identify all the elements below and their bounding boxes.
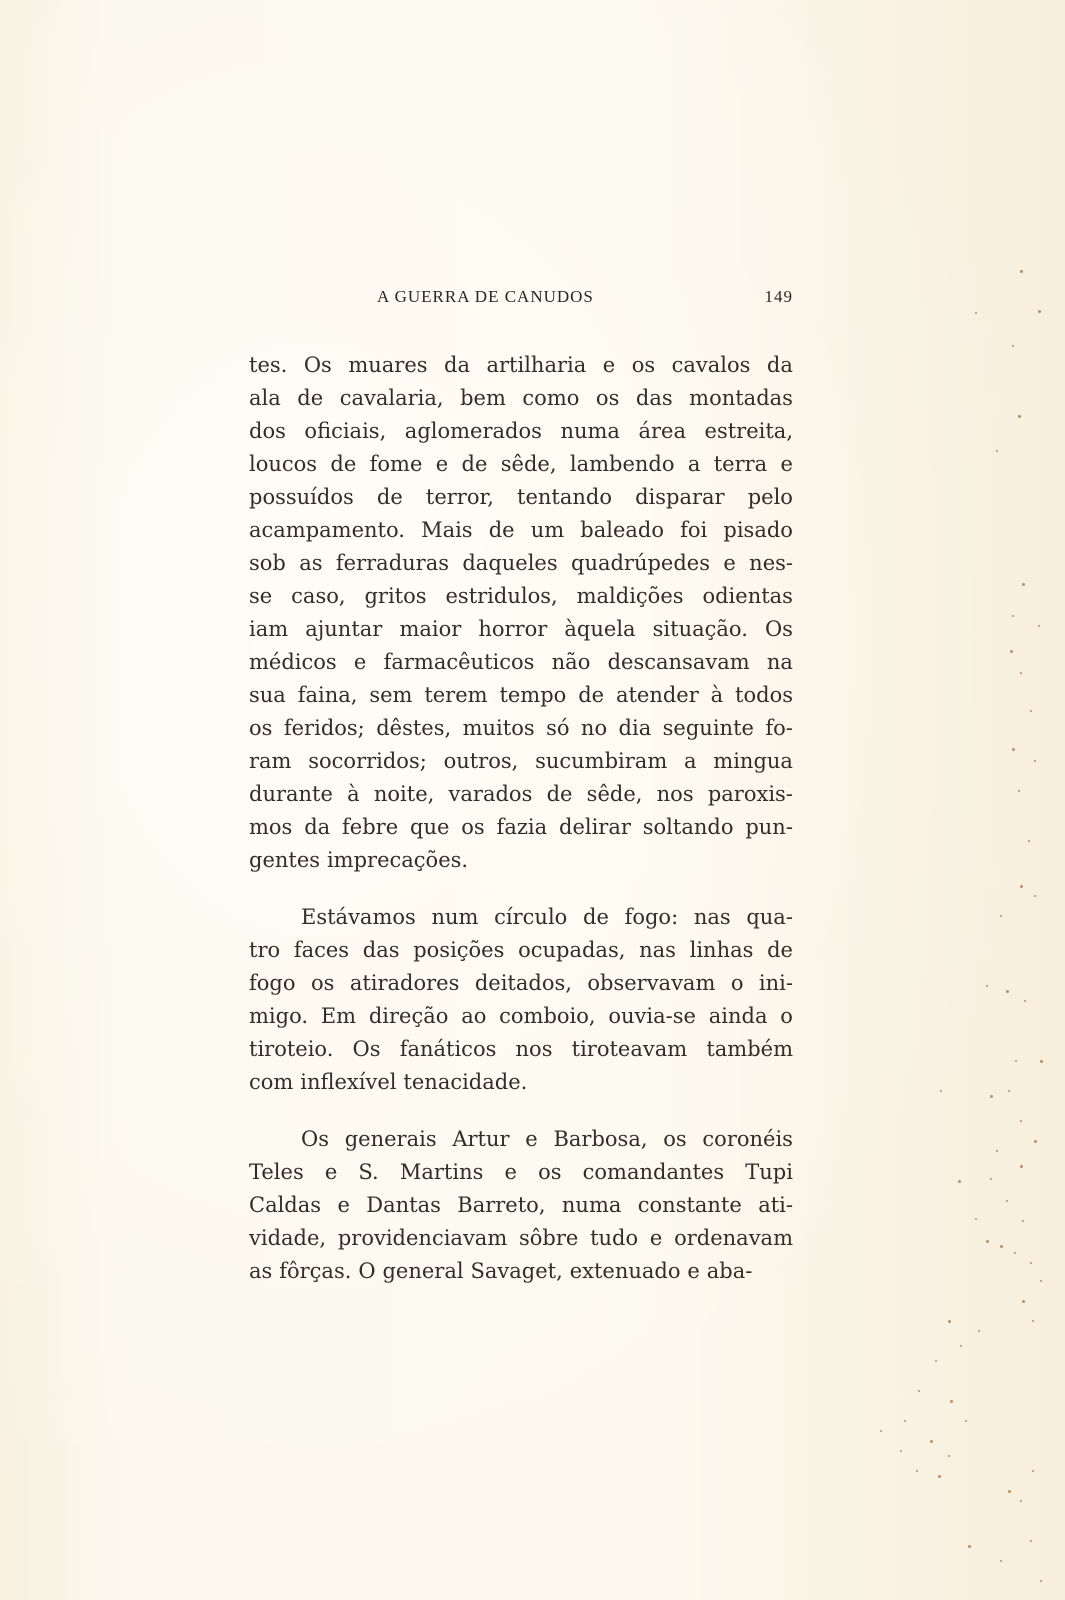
page-number: 149: [764, 287, 793, 306]
foxing-speck: [958, 1180, 961, 1183]
text-line: Caldas e Dantas Barreto, numa constante ati-: [249, 1193, 793, 1217]
text-line: médicos e farmacêuticos não descansavam na: [249, 650, 793, 674]
foxing-speck: [1038, 310, 1041, 313]
foxing-speck: [968, 1545, 971, 1548]
text-line: sob as ferraduras daqueles quadrúpedes e nes-: [249, 551, 793, 575]
foxing-speck: [1038, 625, 1040, 627]
foxing-speck: [1000, 1245, 1003, 1248]
paragraph: [249, 901, 793, 1099]
foxing-speck: [1014, 1252, 1016, 1254]
foxing-speck: [1040, 1280, 1042, 1282]
foxing-speck: [1020, 1165, 1023, 1168]
foxing-speck: [918, 1390, 920, 1392]
foxing-speck: [1022, 583, 1025, 586]
foxing-speck: [1015, 1060, 1017, 1062]
foxing-speck: [996, 450, 998, 452]
text-line: as fôrças. O general Savaget, extenuado e aba-: [249, 1259, 753, 1283]
text-line: tiroteio. Os fanáticos nos tiroteavam também: [249, 1037, 793, 1061]
text-line: migo. Em direção ao comboio, ouvia-se ainda o: [249, 1004, 793, 1028]
foxing-speck: [1000, 915, 1002, 917]
foxing-speck: [1020, 885, 1023, 888]
text-line: possuídos de terror, tentando disparar pelo: [249, 485, 793, 509]
text-line: iam ajuntar maior horror àquela situação. Os: [249, 617, 793, 641]
paragraph-gap: [249, 1099, 793, 1123]
foxing-speck: [916, 1470, 918, 1472]
foxing-speck: [1040, 1060, 1043, 1063]
text-line: ala de cavalaria, bem como os das montadas: [249, 386, 793, 410]
foxing-speck: [948, 1455, 950, 1457]
foxing-speck: [1028, 840, 1030, 842]
text-line: Teles e S. Martins e os comandantes Tupi: [249, 1160, 793, 1184]
foxing-speck: [1012, 345, 1014, 347]
foxing-speck: [904, 1420, 906, 1422]
foxing-speck: [1020, 1500, 1022, 1502]
foxing-speck: [965, 1420, 967, 1422]
running-title: A GUERRA DE CANUDOS: [377, 287, 594, 306]
foxing-speck: [948, 1320, 951, 1323]
foxing-speck: [960, 1345, 962, 1347]
text-line: se caso, gritos estridulos, maldições odientas: [249, 584, 793, 608]
foxing-speck: [1008, 1090, 1010, 1092]
foxing-speck: [986, 985, 988, 987]
foxing-speck: [1020, 1120, 1022, 1122]
foxing-speck: [1008, 1490, 1011, 1493]
foxing-speck: [1034, 760, 1036, 762]
foxing-speck: [1034, 1140, 1037, 1143]
foxing-speck: [1030, 710, 1032, 712]
foxing-speck: [1006, 1200, 1008, 1202]
text-line: fogo os atiradores deitados, observavam o ini-: [249, 971, 793, 995]
foxing-speck: [1032, 1470, 1034, 1472]
text-line: mos da febre que os fazia delirar soltando pun-: [249, 815, 793, 839]
foxing-speck: [940, 1090, 942, 1092]
foxing-speck: [1022, 1300, 1025, 1303]
paragraph: [249, 349, 793, 877]
foxing-speck: [1012, 615, 1014, 617]
text-line: durante à noite, varados de sêde, nos paroxis-: [249, 782, 793, 806]
foxing-speck: [996, 1150, 998, 1152]
text-line: com inflexível tenacidade.: [249, 1070, 528, 1094]
foxing-speck: [975, 1218, 977, 1220]
foxing-speck: [930, 1440, 933, 1443]
foxing-speck: [1012, 748, 1015, 751]
paragraph-gap: [249, 877, 793, 901]
foxing-speck: [938, 1475, 941, 1478]
foxing-speck: [1018, 415, 1021, 418]
text-line: os feridos; dêstes, muitos só no dia seguinte fo-: [249, 716, 793, 740]
foxing-speck: [1024, 1000, 1026, 1002]
foxing-speck: [1034, 895, 1036, 897]
foxing-speck: [975, 312, 977, 314]
foxing-speck: [1020, 672, 1022, 674]
text-line: Os generais Artur e Barbosa, os coronéis: [301, 1127, 793, 1151]
foxing-speck: [1022, 1220, 1024, 1222]
text-line: Estávamos num círculo de fogo: nas qua-: [301, 905, 793, 929]
text-line: tes. Os muares da artilharia e os cavalos da: [249, 353, 793, 377]
running-head: [377, 287, 793, 311]
text-line: gentes imprecações.: [249, 848, 469, 872]
text-line: sua faina, sem terem tempo de atender à todos: [249, 683, 793, 707]
text-line: acampamento. Mais de um baleado foi pisado: [249, 518, 793, 542]
foxing-speck: [935, 1360, 937, 1362]
foxing-speck: [1032, 1320, 1034, 1322]
foxing-speck: [1006, 990, 1009, 993]
text-line: loucos de fome e de sêde, lambendo a terra e: [249, 452, 793, 476]
body-text: [249, 349, 793, 1288]
foxing-speck: [1030, 1540, 1032, 1542]
text-line: vidade, providenciavam sôbre tudo e ordenavam: [249, 1226, 793, 1250]
foxing-speck: [986, 1240, 989, 1243]
foxing-speck: [1040, 1580, 1042, 1582]
foxing-speck: [950, 1400, 953, 1403]
text-line: ram socorridos; outros, sucumbiram a mingua: [249, 749, 793, 773]
foxing-speck: [900, 1450, 902, 1452]
foxing-speck: [880, 1430, 882, 1432]
foxing-speck: [990, 1095, 993, 1098]
foxing-speck: [1018, 790, 1020, 792]
foxing-speck: [990, 1178, 992, 1180]
foxing-speck: [1000, 1560, 1002, 1562]
text-line: tro faces das posições ocupadas, nas linhas de: [249, 938, 793, 962]
foxing-speck: [1020, 270, 1023, 273]
foxing-speck: [1010, 650, 1013, 653]
foxing-speck: [978, 1330, 980, 1332]
foxing-speck: [1030, 1262, 1032, 1264]
text-line: dos oficiais, aglomerados numa área estreita,: [249, 419, 793, 443]
paragraph: [249, 1123, 793, 1288]
